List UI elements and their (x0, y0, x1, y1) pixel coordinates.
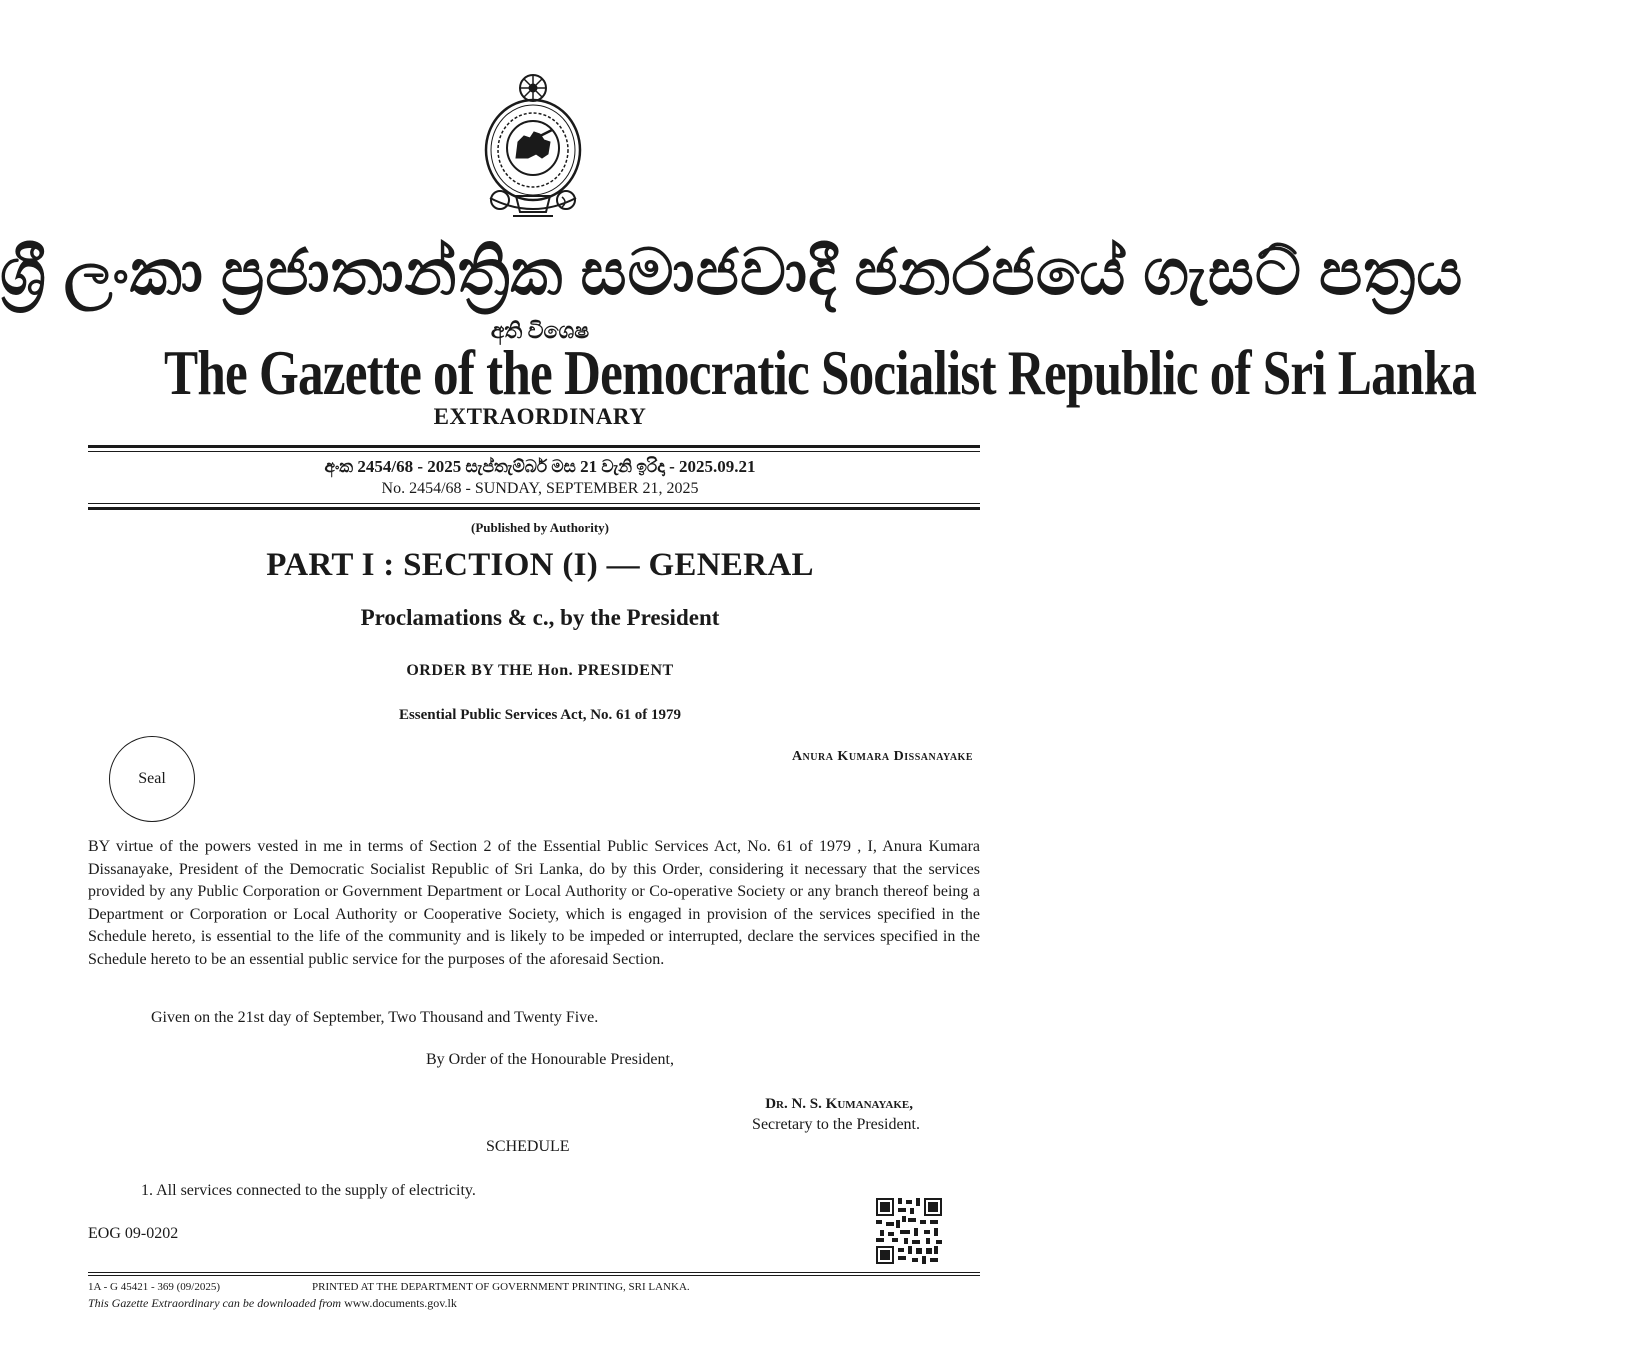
gazette-title-english-text: The Gazette of the Democratic Socialist Republic of Sri Lanka (164, 337, 1477, 408)
download-url-link[interactable]: www.documents.gov.lk (344, 1296, 457, 1310)
by-order-line: By Order of the Honourable President, (426, 1051, 674, 1068)
order-heading: ORDER BY THE Hon. PRESIDENT (406, 662, 674, 679)
issue-line-sinhala: අංක 2454/68 - 2025 සැප්තැම්බර් මස 21 වැනි ඉරිදා - 2025.09.21 (324, 457, 756, 476)
secretary-name: Dr. N. S. Kumanayake, (765, 1096, 913, 1112)
proclamations-heading: Proclamations & c., by the President (360, 605, 720, 630)
extraordinary-label: EXTRAORDINARY (433, 404, 647, 429)
given-on-date: Given on the 21st day of September, Two Thousand and Twenty Five. (151, 1009, 599, 1026)
seal-label: Seal (138, 770, 166, 787)
order-body-paragraph: BY virtue of the powers vested in me in terms of Section 2 of the Essential Public Services Act, No. 61 of 1979 , I, Anura Kumara Dissanayake, President of the Democratic Socialist Republic of Sri Lanka, do by this Order, considering it necessary that the services provided by any Public Corporation or Government Department or Local Authority or Co-operative Society or any branch thereof being a Department or Corporation or Local Authority or Cooperative Society, which is engaged in provision of the services specified in the Schedule hereto, is essential to the life of the community and is likely to be impeded or interrupted, declare the services specified in the Schedule hereto to be an essential public service for the purposes of the aforesaid Section. (88, 838, 980, 968)
download-text: This Gazette Extraordinary can be downloaded from (88, 1296, 342, 1310)
act-title: Essential Public Services Act, No. 61 of 1979 (398, 707, 682, 723)
issue-rule-thick (88, 507, 980, 510)
gazette-title-english (0, 337, 1477, 409)
president-name: Anura Kumara Dissanayake (791, 749, 973, 764)
qr-code-icon (876, 1198, 942, 1264)
secretary-title: Secretary to the President. (752, 1116, 920, 1133)
issue-rule-thin (88, 503, 980, 504)
issue-line-english: No. 2454/68 - SUNDAY, SEPTEMBER 21, 2025 (381, 480, 699, 497)
print-reference: 1A - G 45421 - 369 (09/2025) (88, 1281, 220, 1293)
part-heading: PART I : SECTION (I) — GENERAL (266, 547, 814, 583)
header-rule-thick (88, 445, 980, 448)
state-emblem-icon (478, 70, 588, 222)
download-line (88, 1296, 457, 1311)
printed-at-line: PRINTED AT THE DEPARTMENT OF GOVERNMENT PRINTING, SRI LANKA. (312, 1281, 690, 1293)
extraordinary-sinhala: අති විශෙෂ (490, 318, 590, 343)
header-rule-thin (88, 451, 980, 452)
footer-rule-bottom (88, 1275, 980, 1276)
eog-code: EOG 09-0202 (88, 1225, 179, 1242)
published-by-authority: (Published by Authority) (471, 520, 609, 535)
seal-circle (109, 736, 195, 822)
footer-rule-top (88, 1272, 980, 1273)
schedule-heading: SCHEDULE (486, 1138, 570, 1155)
schedule-item: 1. All services connected to the supply of electricity. (141, 1182, 476, 1199)
gazette-title-sinhala: ශ්‍රී ලංකා ප්‍රජාතාන්ත්‍රික සමාජවාදී ජනරජයේ ගැසට් පත්‍රය (0, 237, 1464, 308)
